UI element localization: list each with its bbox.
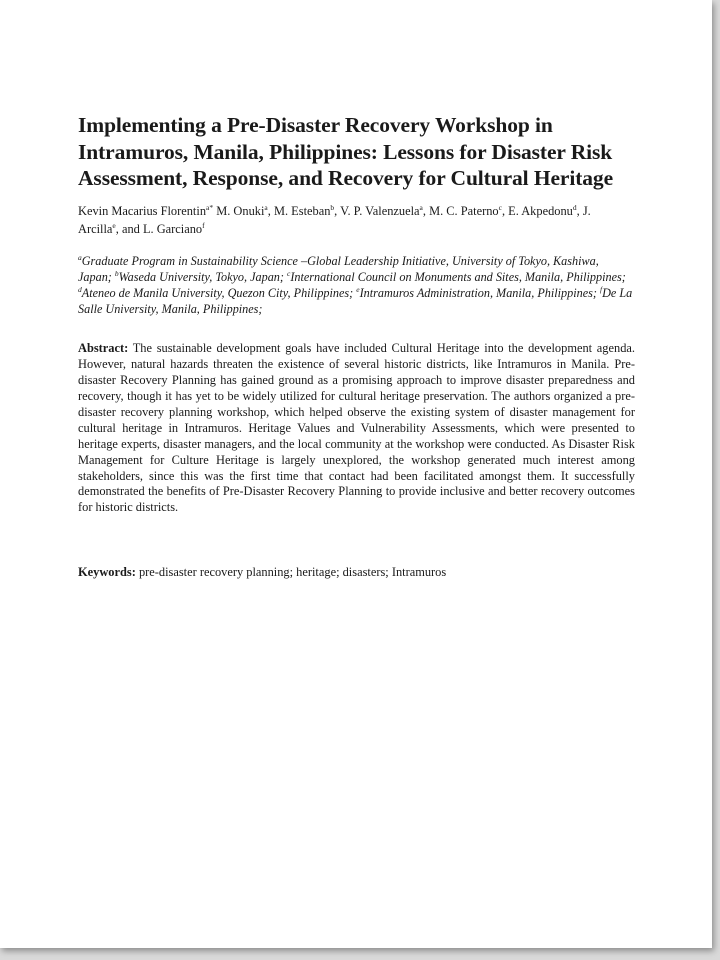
author-affiliation-mark: b [330, 202, 335, 212]
author-affiliation-mark: a [264, 202, 268, 212]
affiliation-text: De La Salle University, Manila, Philippines; [78, 285, 633, 317]
author-name: M. C. Paterno [429, 203, 499, 218]
author-separator: , [422, 203, 430, 218]
affiliation-text: Intramuros Administration, Manila, Philippines; [359, 285, 597, 300]
affiliation-mark: e [356, 284, 360, 294]
abstract [78, 341, 635, 516]
keywords-text: pre-disaster recovery planning; heritage; disasters; Intramuros [138, 565, 447, 580]
affiliation-text: Waseda University, Tokyo, Japan; [118, 269, 284, 284]
author-separator: , [334, 203, 341, 218]
affiliation-list [78, 253, 633, 318]
author-affiliation-mark: a* [206, 202, 214, 212]
keywords [78, 564, 638, 580]
author-list [78, 202, 626, 239]
author-name: M. Esteban [273, 203, 331, 218]
paper-title: Implementing a Pre-Disaster Recovery Workshop in Intramuros, Manila, Philippines: Lessons for Disaster Risk Assessment, Response, and Recovery for Cultural Heritage [78, 113, 614, 190]
paper-front-matter [78, 112, 638, 580]
author-affiliation-mark: d [572, 202, 577, 212]
affiliation-mark: c [287, 268, 291, 278]
affiliation-mark: b [114, 268, 119, 278]
author-name: E. Akpedonu [508, 203, 573, 218]
abstract-label: Abstract: [78, 341, 129, 356]
author-name: J. Arcilla [78, 203, 591, 236]
affiliation-mark: d [78, 284, 82, 294]
author-affiliation-mark: c [498, 202, 502, 212]
author-name: M. Onuki [216, 203, 265, 218]
author-separator: , and [115, 222, 143, 236]
author-affiliation-mark: f [202, 220, 205, 230]
author-affiliation-mark: a [419, 202, 423, 212]
author-name: Kevin Macarius Florentin [78, 203, 207, 218]
keywords-label: Keywords: [78, 565, 136, 580]
affiliation-text: Ateneo de Manila University, Quezon City, Philippines; [81, 285, 354, 300]
author-separator: , [267, 203, 274, 218]
author-separator: , [576, 203, 583, 218]
author-name: L. Garciano [142, 222, 203, 236]
author-name: V. P. Valenzuela [340, 203, 420, 218]
author-separator: , [501, 203, 509, 218]
affiliation-mark: a [78, 252, 82, 262]
author-affiliation-mark: e [112, 220, 116, 230]
affiliation-text: International Council on Monuments and Sites, Manila, Philippines; [290, 269, 626, 284]
affiliation-text: Graduate Program in Sustainability Science –Global Leadership Initiative, University of Tokyo, Kashiwa, Japan; [78, 253, 599, 284]
affiliation-mark: f [599, 284, 603, 294]
abstract-text: The sustainable development goals have included Cultural Heritage into the development agenda. However, natural hazards threaten the existence of several historic districts, like Intramuros in Manila. Pre-disaster Recovery Planning has gained ground as a promising approach to improve disaster preparedness and recovery, though it has yet to be widely utilized for cultural heritage preservation. The authors organized a pre-disaster recovery planning workshop, which helped observe the existing system of disaster management for cultural heritage in Intramuros. Heritage Values and Vulnerability Assessments, which were presented to heritage experts, disaster managers, and the local community at the workshop were conducted. As Disaster Risk Management for Culture Heritage is largely unexplored, the workshop generated much interest among stakeholders, since this was the first time that contact had been facilitated amongst them. It successfully demonstrated the benefits of Pre-Disaster Recovery Planning to provide inclusive and better recovery outcomes for historic districts. [78, 341, 635, 515]
